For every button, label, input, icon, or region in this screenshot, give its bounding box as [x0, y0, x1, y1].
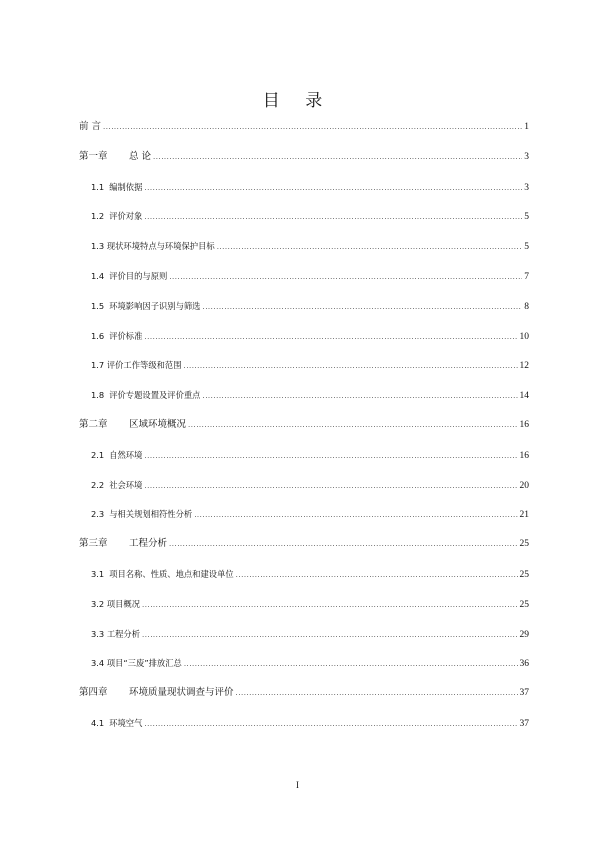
toc-section-entry[interactable] [91, 358, 529, 372]
toc-entry-title: 与相关规划相符性分析 [109, 509, 193, 520]
toc-dot-leader [142, 628, 517, 642]
page-number: I [296, 780, 299, 790]
toc-entry-title: 评价标准 [109, 330, 143, 341]
toc-entry-page: 25 [519, 599, 529, 610]
toc-entry-number: 2.3 [91, 509, 105, 520]
toc-entry-page: 10 [519, 331, 529, 342]
toc-entry-page: 20 [519, 480, 529, 491]
toc-chapter-entry[interactable] [79, 418, 529, 432]
toc-entry-page: 36 [519, 659, 529, 670]
toc-entry-page: 37 [519, 688, 529, 699]
toc-entry-title: 评价专题设置及评价重点 [109, 390, 201, 401]
toc-section-entry[interactable] [91, 507, 529, 521]
toc-entry-title: 总 论 [129, 150, 152, 162]
toc-dot-leader [236, 686, 518, 700]
toc-dot-leader [236, 568, 518, 582]
toc-entry-number: 2.2 [91, 479, 105, 490]
toc-entry-title: 环境空气 [109, 718, 143, 728]
toc-entry-number: 4.1 [91, 718, 105, 728]
toc-dot-leader [202, 300, 522, 314]
toc-section-entry[interactable] [91, 716, 529, 730]
toc-dot-leader [144, 479, 517, 493]
toc-section-entry[interactable] [91, 478, 529, 492]
toc-entry-title: 评价目的与原则 [109, 271, 168, 281]
toc-entry-title: 工程分析 [129, 538, 168, 550]
toc-entry-title: 1.7 评价工作等级和范围 [91, 360, 182, 371]
toc-entry-title: 区域环境概况 [129, 419, 187, 430]
toc-section-entry[interactable] [91, 269, 529, 283]
toc-entry-page: 25 [519, 539, 529, 550]
toc-dot-leader [194, 508, 517, 522]
toc-entry-page: 14 [519, 391, 529, 402]
toc-section-entry[interactable] [91, 329, 529, 343]
toc-entry-number: 1.5 [91, 300, 105, 311]
toc-entry-number: 1.4 [91, 271, 105, 281]
toc-entry-number: 第四章 [79, 687, 108, 699]
toc-entry-page: 3 [524, 151, 529, 162]
toc-entry-title: 前 言 [79, 121, 102, 132]
toc-dot-leader [217, 240, 523, 254]
toc-chapter-entry[interactable] [79, 537, 529, 551]
toc-section-entry[interactable] [91, 656, 529, 670]
toc-entry-title: 评价对象 [109, 211, 143, 222]
toc-entry-number: 第二章 [79, 419, 108, 430]
toc-section-entry[interactable] [91, 299, 529, 313]
toc-dot-leader [144, 210, 522, 224]
toc-section-entry[interactable] [91, 180, 529, 194]
toc-dot-leader [103, 120, 522, 134]
toc-dot-leader [144, 449, 517, 463]
toc-section-entry[interactable] [91, 627, 529, 641]
toc-entry-page: 16 [519, 450, 529, 461]
toc-dot-leader [153, 150, 522, 164]
toc-entry-number: 2.1 [91, 449, 105, 460]
toc-dot-leader [169, 270, 522, 284]
toc-entry-title: 3.3 工程分析 [91, 628, 141, 639]
toc-entry-number: 1.2 [91, 211, 105, 222]
toc-entry-page: 21 [519, 510, 529, 521]
toc-section-entry[interactable] [91, 448, 529, 462]
toc-dot-leader [142, 598, 517, 612]
toc-entry-page: 16 [519, 420, 529, 430]
toc-dot-leader [169, 537, 517, 551]
toc-chapter-entry[interactable] [79, 120, 529, 134]
toc-dot-leader [202, 389, 517, 403]
toc-entry-page: 5 [524, 212, 529, 223]
toc-entry-page: 8 [524, 301, 529, 312]
toc-dot-leader [184, 359, 518, 373]
toc-entry-title: 环境影响因子识别与筛选 [109, 300, 201, 311]
toc-section-entry[interactable] [91, 597, 529, 611]
toc-dot-leader [144, 330, 517, 344]
page-title: 目 录 [262, 91, 333, 111]
toc-entry-number: 1.6 [91, 330, 105, 341]
toc-entry-number: 第一章 [79, 150, 108, 162]
toc-entry-title: 3.4 项目“三废”排放汇总 [91, 658, 182, 669]
toc-entry-page: 7 [524, 272, 529, 282]
toc-entry-title: 自然环境 [109, 449, 143, 460]
toc-chapter-entry[interactable] [79, 150, 529, 164]
toc-dot-leader [144, 717, 517, 731]
toc-entry-number: 第三章 [79, 538, 108, 550]
toc-entry-title: 社会环境 [109, 479, 143, 490]
toc-section-entry[interactable] [91, 567, 529, 581]
toc-dot-leader [144, 181, 522, 195]
toc-entry-number: 3.1 [91, 569, 105, 579]
toc-entry-number: 1.1 [91, 181, 105, 192]
toc-entry-page: 25 [519, 570, 529, 580]
toc-entry-title: 1.3 现状环境特点与环境保护目标 [91, 241, 215, 252]
toc-section-entry[interactable] [91, 388, 529, 402]
toc-entry-page: 3 [524, 182, 529, 193]
toc-entry-title: 项目名称、性质、地点和建设单位 [109, 569, 234, 579]
toc-entry-title: 环境质量现状调查与评价 [129, 687, 234, 699]
toc-entry-title: 编制依据 [109, 181, 143, 192]
toc-entry-page: 29 [519, 629, 529, 640]
toc-dot-leader [184, 657, 518, 671]
toc-entry-page: 12 [519, 361, 529, 372]
toc-chapter-entry[interactable] [79, 686, 529, 700]
toc-dot-leader [188, 418, 517, 432]
toc-entry-title: 3.2 项目概况 [91, 598, 141, 609]
toc-entry-number: 1.8 [91, 390, 105, 401]
toc-entry-page: 37 [519, 719, 529, 729]
toc-section-entry[interactable] [91, 239, 529, 253]
toc-entry-page: 5 [524, 242, 529, 253]
toc-section-entry[interactable] [91, 209, 529, 223]
toc-entry-page: 1 [524, 122, 529, 132]
